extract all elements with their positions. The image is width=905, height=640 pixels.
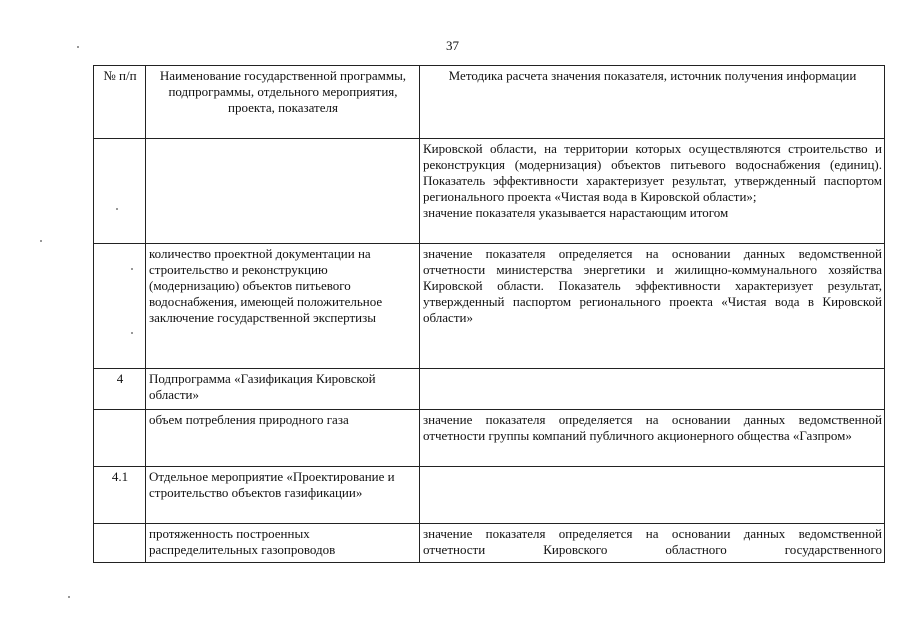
row-number: 4.1 <box>94 467 146 524</box>
page-number: 37 <box>446 38 459 53</box>
table-header-row <box>94 66 885 139</box>
row-name: количество проектной документации на строительство и реконструкцию (модернизацию) объектов питьевого водоснабжения, имеющей положительное заключение государственной экспертизы <box>146 244 420 369</box>
row-method: значение показателя определяется на основании данных ведомственной отчетности группы компаний публичного акционерного общества «Газпром» <box>420 410 885 467</box>
row-number <box>94 244 146 369</box>
table-row <box>94 467 885 524</box>
row-method-note: значение показателя указывается нарастающим итогом <box>423 205 729 220</box>
row-method <box>420 139 885 244</box>
header-name: Наименование государственной программы, подпрограммы, отдельного мероприятия, проекта, показателя <box>146 66 420 139</box>
row-method: значение показателя определяется на основании данных ведомственной отчетности Кировского областного государственного <box>420 524 885 563</box>
scan-speck <box>40 240 42 242</box>
row-method: значение показателя определяется на основании данных ведомственной отчетности министерства энергетики и жилищно-коммунального хозяйства Кировской области. Показатель эффективности характеризует результат, утвержденный паспортом регионального проекта «Чистая вода в Кировской области» <box>420 244 885 369</box>
row-method <box>420 369 885 410</box>
row-name: объем потребления природного газа <box>146 410 420 467</box>
row-name: протяженность построенных распределительных газопроводов <box>146 524 420 563</box>
row-name: Подпрограмма «Газификация Кировской области» <box>146 369 420 410</box>
indicator-methodology-table <box>93 65 885 563</box>
table-row <box>94 410 885 467</box>
table-row <box>94 244 885 369</box>
scan-speck <box>131 268 133 270</box>
table-row <box>94 524 885 563</box>
table-row <box>94 369 885 410</box>
scan-speck <box>68 596 70 598</box>
scan-speck <box>77 46 79 48</box>
table-row <box>94 139 885 244</box>
row-method-text: Кировской области, на территории которых осуществляются строительство и реконструкция (модернизация) объектов питьевого водоснабжения (единиц). Показатель эффективности характеризует результат, утвержденный паспортом регионального проекта «Чистая вода в Кировской области»; <box>423 141 882 204</box>
scan-speck <box>116 208 118 210</box>
scan-speck <box>131 332 133 334</box>
row-method <box>420 467 885 524</box>
row-number <box>94 524 146 563</box>
row-number <box>94 139 146 244</box>
row-name <box>146 139 420 244</box>
row-name: Отдельное мероприятие «Проектирование и строительство объектов газификации» <box>146 467 420 524</box>
header-method: Методика расчета значения показателя, источник получения информации <box>420 66 885 139</box>
row-number: 4 <box>94 369 146 410</box>
row-number <box>94 410 146 467</box>
header-number: № п/п <box>94 66 146 139</box>
